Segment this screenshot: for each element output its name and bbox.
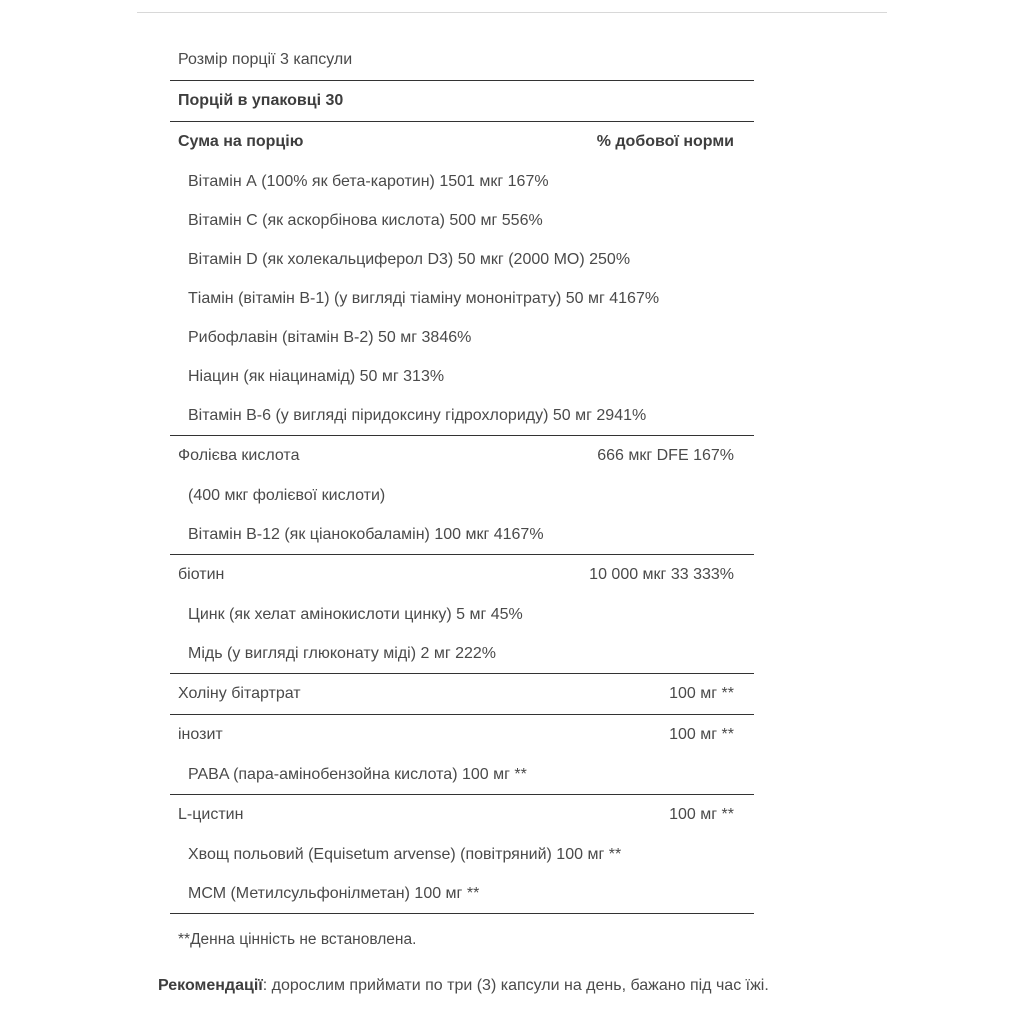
nutrient-text: Вітамін B-12 (як ціанокобаламін) 100 мкг 4167% [188,526,544,543]
nutrient-name: інозит [178,726,223,743]
nutrient-name: Холіну бітартрат [178,685,301,702]
nutrient-subrow [170,357,754,396]
table-header-row [170,122,754,162]
nutrient-row-choline [170,674,754,714]
nutrient-text: Вітамін А (100% як бета-каротин) 1501 мкг 167% [188,173,549,190]
nutrient-value: 100 мг ** [669,685,734,702]
nutrient-text: Вітамін B-6 (у вигляді піридоксину гідрохлориду) 50 мг 2941% [188,407,647,424]
nutrient-name: біотин [178,566,225,583]
nutrient-value: 100 мг ** [669,806,734,823]
recommendation [158,968,769,1004]
serving-size: Розмір порції 3 капсули [178,51,353,68]
nutrient-row-inositol [170,715,754,755]
nutrient-text: Вітамін D (як холекальциферол D3) 50 мкг (2000 МО) 250% [188,251,631,268]
nutrient-subrow [170,634,754,673]
nutrient-text: Мідь (у вигляді глюконату міді) 2 мг 222% [188,645,497,662]
nutrient-subrow [170,515,754,554]
nutrient-subrow [170,874,754,913]
daily-value-header: % добової норми [596,133,734,150]
nutrient-text: Ніацин (як ніацинамід) 50 мг 313% [188,368,445,385]
nutrient-name: L-цистин [178,806,244,823]
recommendation-label: Рекомендації [158,977,263,994]
top-divider [137,12,887,13]
nutrient-name: Фолієва кислота [178,447,300,464]
nutrient-text: Вітамін C (як аскорбінова кислота) 500 мг 556% [188,212,543,229]
serving-size-row [170,40,754,80]
supplement-facts-table [170,40,754,914]
servings-per-container-row [170,81,754,121]
nutrient-text: Рибофлавін (вітамін B-2) 50 мг 3846% [188,329,472,346]
nutrient-row-l-cystine [170,795,754,835]
nutrient-text: Цинк (як хелат амінокислоти цинку) 5 мг 45% [188,606,523,623]
nutrient-subrow [170,240,754,279]
nutrient-text: МСМ (Метилсульфонілметан) 100 мг ** [188,885,480,902]
nutrient-subrow [170,279,754,318]
servings-per-container: Порцій в упаковці 30 [178,92,344,109]
nutrient-text: PABA (пара-амінобензойна кислота) 100 мг ** [188,766,527,783]
nutrient-row-folic-acid [170,436,754,476]
nutrient-text: (400 мкг фолієвої кислоти) [188,487,386,504]
nutrient-subrow [170,318,754,357]
nutrient-subrow [170,396,754,435]
recommendation-text: : дорослим приймати по три (3) капсули на день, бажано під час їжі. [262,977,769,994]
nutrient-subrow [170,476,754,515]
footnote: **Денна цінність не встановлена. [178,931,417,948]
row-divider [170,913,754,914]
amount-per-serving-header: Сума на порцію [178,133,304,150]
nutrient-value: 10 000 мкг 33 333% [589,566,734,583]
nutrient-subrow [170,201,754,240]
nutrient-row-biotin [170,555,754,595]
nutrient-subrow [170,162,754,201]
nutrient-text: Тіамін (вітамін B-1) (у вигляді тіаміну мононітрату) 50 мг 4167% [188,290,660,307]
nutrient-subrow [170,595,754,634]
nutrient-value: 666 мкг DFE 167% [597,447,734,464]
nutrient-subrow [170,755,754,794]
nutrient-subrow [170,835,754,874]
nutrient-text: Хвощ польовий (Equisetum arvense) (повітряний) 100 мг ** [188,846,622,863]
nutrient-value: 100 мг ** [669,726,734,743]
